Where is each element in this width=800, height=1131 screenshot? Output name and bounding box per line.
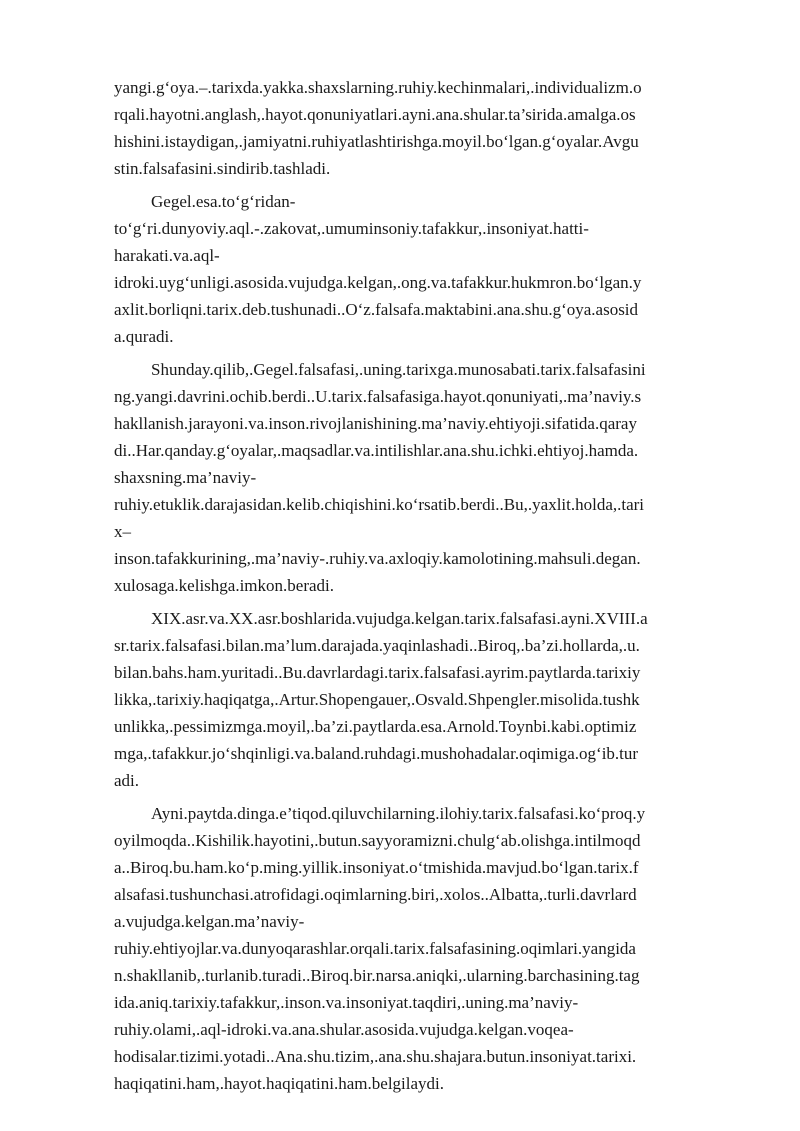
text-line: rqali.hayotni.anglash,.hayot.qonuniyatlari.ayni.ana.shular.ta’sirida.amalga.os [114, 105, 636, 124]
text-line: hodisalar.tizimi.yotadi..Ana.shu.tizim,.ana.shu.shajara.butun.insoniyat.tarixi. [114, 1047, 637, 1066]
paragraph-5 [114, 800, 744, 1097]
text-line: oyilmoqda..Kishilik.hayotini,.butun.sayyoramizni.chulg‘ab.olishga.intilmoqd [114, 831, 641, 850]
text-line: ruhiy.olami,.aql-idroki.va.ana.shular.asosida.vujudga.kelgan.voqea- [114, 1020, 574, 1039]
paragraph-4 [114, 605, 744, 794]
text-line: mga,.tafakkur.jo‘shqinligi.va.baland.ruhdagi.mushohadalar.oqimiga.og‘ib.tur [114, 744, 639, 763]
text-line: ng.yangi.davrini.ochib.berdi..U.tarix.falsafasiga.hayot.qonuniyati,.ma’naviy.s [114, 387, 642, 406]
text-line: hishini.istaydigan,.jamiyatni.ruhiyatlashtirishga.moyil.bo‘lgan.g‘oyalar.Avgu [114, 132, 639, 151]
text-line: XIX.asr.va.XX.asr.boshlarida.vujudga.kelgan.tarix.falsafasi.ayni.XVIII.a [151, 609, 648, 628]
text-line: yangi.g‘oya.–.tarixda.yakka.shaxslarning.ruhiy.kechinmalari,.individualizm.o [114, 78, 642, 97]
text-line: idroki.uyg‘unligi.asosida.vujudga.kelgan,.ong.va.tafakkur.hukmron.bo‘lgan.y [114, 273, 642, 292]
text-line: x– [114, 522, 131, 541]
text-line: Gegel.esa.to‘g‘ridan- [151, 192, 296, 211]
text-line: ruhiy.ehtiyojlar.va.dunyoqarashlar.orqali.tarix.falsafasining.oqimlari.yangida [114, 939, 636, 958]
text-line: likka,.tarixiy.haqiqatga,.Artur.Shopengauer,.Osvald.Shpengler.misolida.tushk [114, 690, 640, 709]
text-line: stin.falsafasini.sindirib.tashladi. [114, 159, 331, 178]
text-line: a.quradi. [114, 327, 174, 346]
paragraph-3 [114, 356, 744, 599]
text-line: inson.tafakkurining,.ma’naviy-.ruhiy.va.axloqiy.kamolotining.mahsuli.degan. [114, 549, 641, 568]
text-line: bilan.bahs.ham.yuritadi..Bu.davrlardagi.tarix.falsafasi.ayrim.paytlarda.tarixiy [114, 663, 641, 682]
text-line: xulosaga.kelishga.imkon.beradi. [114, 576, 335, 595]
document-body [114, 74, 744, 1097]
text-line: Shunday.qilib,.Gegel.falsafasi,.uning.tarixga.munosabati.tarix.falsafasini [151, 360, 646, 379]
text-line: alsafasi.tushunchasi.atrofidagi.oqimlarning.biri,.xolos..Albatta,.turli.davrlard [114, 885, 637, 904]
text-line: hakllanish.jarayoni.va.inson.rivojlanishining.ma’naviy.ehtiyoji.sifatida.qaray [114, 414, 637, 433]
text-line: to‘g‘ri.dunyoviy.aql.-.zakovat,.umuminsoniy.tafakkur,.insoniyat.hatti- [114, 219, 589, 238]
text-line: axlit.borliqni.tarix.deb.tushunadi..O‘z.falsafa.maktabini.ana.shu.g‘oya.asosid [114, 300, 639, 319]
text-line: Ayni.paytda.dinga.e’tiqod.qiluvchilarning.ilohiy.tarix.falsafasi.ko‘proq.y [151, 804, 646, 823]
text-line: a..Biroq.bu.ham.ko‘p.ming.yillik.insoniyat.o‘tmishida.mavjud.bo‘lgan.tarix.f [114, 858, 639, 877]
text-line: di..Har.qanday.g‘oyalar,.maqsadlar.va.intilishlar.ana.shu.ichki.ehtiyoj.hamda. [114, 441, 639, 460]
text-line: ruhiy.etuklik.darajasidan.kelib.chiqishini.ko‘rsatib.berdi..Bu,.yaxlit.holda,.tari [114, 495, 645, 514]
text-line: a.vujudga.kelgan.ma’naviy- [114, 912, 305, 931]
text-line: sr.tarix.falsafasi.bilan.ma’lum.darajada.yaqinlashadi..Biroq,.ba’zi.hollarda,.u. [114, 636, 640, 655]
text-line: harakati.va.aql- [114, 246, 220, 265]
text-line: n.shakllanib,.turlanib.turadi..Biroq.bir.narsa.aniqki,.ularning.barchasining.tag [114, 966, 640, 985]
text-line: shaxsning.ma’naviy- [114, 468, 257, 487]
paragraph-1 [114, 74, 744, 182]
text-line: adi. [114, 771, 140, 790]
paragraph-2 [114, 188, 744, 350]
text-line: ida.aniq.tarixiy.tafakkur,.inson.va.insoniyat.taqdiri,.uning.ma’naviy- [114, 993, 579, 1012]
text-line: unlikka,.pessimizmga.moyil,.ba’zi.paytlarda.esa.Arnold.Toynbi.kabi.optimiz [114, 717, 637, 736]
text-line: haqiqatini.ham,.hayot.haqiqatini.ham.belgilaydi. [114, 1074, 445, 1093]
